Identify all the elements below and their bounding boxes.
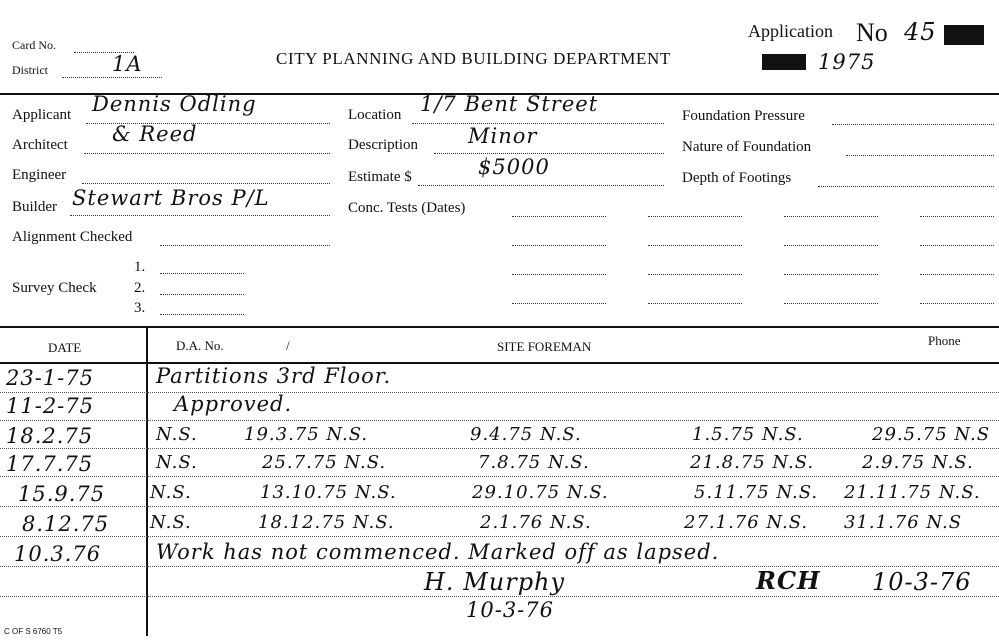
conc-line-r3-c4	[920, 274, 994, 275]
location-line	[412, 123, 664, 124]
log-rule-6	[0, 536, 999, 537]
foundation-pressure-line	[832, 124, 994, 125]
description-label: Description	[348, 137, 418, 153]
log-row-entry: 27.1.76 N.S.	[684, 512, 809, 533]
district-line	[62, 77, 162, 78]
survey-number-1: 1.	[134, 259, 146, 275]
survey-line-3	[160, 314, 244, 315]
nature-label: Nature of Foundation	[682, 139, 812, 155]
log-row-entry: 29.5.75 N.S	[872, 424, 991, 445]
conc-line-r2-c4	[920, 245, 994, 246]
builder-value: Stewart Bros P/L	[72, 186, 270, 210]
log-row-entry: Work has not commenced. Marked off as lapsed.	[156, 540, 720, 564]
log-row-date: 8.12.75	[22, 512, 110, 536]
location-label: Location	[348, 107, 402, 123]
log-row-entry: 1.5.75 N.S.	[692, 424, 804, 445]
conc-line-r2-c1	[512, 245, 606, 246]
estimate-label: Estimate $	[348, 169, 412, 185]
log-row-entry: 25.7.75 N.S.	[262, 452, 387, 473]
application-year: 1975	[818, 50, 876, 74]
engineer-line	[82, 183, 330, 184]
log-row-entry: 21.11.75 N.S.	[844, 482, 981, 503]
depth-line	[818, 186, 994, 187]
conc-line-r2-c2	[648, 245, 742, 246]
log-site-foreman-header: SITE FOREMAN	[497, 339, 592, 354]
log-row-entry: 2.1.76 N.S.	[480, 512, 592, 533]
alignment-label: Alignment Checked	[12, 229, 133, 245]
conc-line-r4-c3	[784, 303, 878, 304]
struck-year-mark	[762, 54, 806, 70]
foundation-pressure-label: Foundation Pressure	[682, 108, 805, 124]
conc-line-r4-c1	[512, 303, 606, 304]
log-row-date: 10.3.76	[14, 542, 102, 566]
log-row-date: 11-2-75	[6, 394, 94, 418]
log-header-rule	[0, 362, 999, 364]
log-rule-8	[0, 596, 999, 597]
log-row-date: 23-1-75	[6, 366, 94, 390]
form-code: C OF S 6760 T5	[4, 627, 63, 636]
log-row-entry: N.S.	[150, 482, 192, 503]
architect-label: Architect	[12, 137, 68, 153]
survey-number-3: 3.	[134, 300, 146, 316]
architect-value: & Reed	[112, 122, 198, 146]
conc-line-r1-c4	[920, 216, 994, 217]
survey-line-1	[160, 273, 244, 274]
log-rule-3	[0, 448, 999, 449]
log-row-entry: 5.11.75 N.S.	[694, 482, 819, 503]
survey-line-2	[160, 294, 244, 295]
log-row-entry: 13.10.75 N.S.	[260, 482, 397, 503]
conc-line-r3-c3	[784, 274, 878, 275]
description-line	[434, 153, 664, 154]
conc-line-r4-c4	[920, 303, 994, 304]
log-row-entry: N.S.	[150, 512, 192, 533]
application-number: 45	[904, 18, 937, 46]
log-top-rule	[0, 326, 999, 328]
inspector-signature: H. Murphy	[424, 568, 566, 596]
log-row-entry: 31.1.76 N.S	[844, 512, 963, 533]
log-row-entry: 21.8.75 N.S.	[690, 452, 815, 473]
log-row-entry: 9.4.75 N.S.	[470, 424, 582, 445]
description-value: Minor	[468, 124, 538, 148]
log-rule-5	[0, 506, 999, 507]
depth-label: Depth of Footings	[682, 170, 792, 186]
log-date-header: DATE	[48, 340, 82, 355]
log-phone-header: Phone	[928, 333, 961, 348]
conc-tests-label: Conc. Tests (Dates)	[348, 200, 466, 216]
district-label: District	[12, 63, 48, 77]
survey-number-2: 2.	[134, 280, 146, 296]
redaction-mark	[944, 25, 984, 45]
log-row-entry: Approved.	[174, 392, 293, 416]
location-value: 1/7 Bent Street	[420, 92, 599, 116]
alignment-line	[160, 245, 330, 246]
conc-line-r1-c1	[512, 216, 606, 217]
log-row-entry: 2.9.75 N.S.	[862, 452, 974, 473]
log-row-entry: 29.10.75 N.S.	[472, 482, 609, 503]
department-title: CITY PLANNING AND BUILDING DEPARTMENT	[276, 49, 671, 68]
log-row-entry: 7.8.75 N.S.	[478, 452, 590, 473]
engineer-label: Engineer	[12, 167, 67, 183]
log-rule-4	[0, 476, 999, 477]
conc-line-r2-c3	[784, 245, 878, 246]
district-value: 1A	[112, 52, 143, 76]
application-label: Application	[748, 21, 833, 41]
applicant-label: Applicant	[12, 107, 72, 123]
log-slash: /	[286, 338, 290, 353]
conc-line-r1-c3	[784, 216, 878, 217]
architect-line	[84, 153, 330, 154]
log-rule-1	[0, 392, 999, 393]
log-row-date: 18.2.75	[6, 424, 94, 448]
log-rule-7	[0, 566, 999, 567]
log-date-divider	[146, 326, 148, 636]
estimate-line	[418, 185, 664, 186]
approver-date: 10-3-76	[872, 568, 972, 596]
applicant-value: Dennis Odling	[92, 92, 257, 116]
conc-line-r3-c2	[648, 274, 742, 275]
conc-line-r3-c1	[512, 274, 606, 275]
builder-label: Builder	[12, 199, 57, 215]
conc-line-r4-c2	[648, 303, 742, 304]
approver-initials: RCH	[756, 566, 821, 595]
card-no-label: Card No.	[12, 38, 56, 52]
log-da-header: D.A. No.	[176, 338, 224, 353]
log-row-entry: 19.3.75 N.S.	[244, 424, 369, 445]
log-row-date: 17.7.75	[6, 452, 94, 476]
estimate-value: $5000	[478, 155, 550, 179]
log-row-entry: 18.12.75 N.S.	[258, 512, 395, 533]
number-sign: No	[856, 18, 888, 47]
survey-label: Survey Check	[12, 280, 97, 296]
log-row-date: 15.9.75	[18, 482, 106, 506]
log-row-entry: N.S.	[156, 452, 198, 473]
log-row-entry: N.S.	[156, 424, 198, 445]
conc-line-r1-c2	[648, 216, 742, 217]
builder-line	[70, 215, 330, 216]
inspector-date: 10-3-76	[466, 598, 554, 622]
log-row-entry: Partitions 3rd Floor.	[156, 364, 392, 388]
log-rule-2	[0, 420, 999, 421]
nature-line	[846, 155, 994, 156]
